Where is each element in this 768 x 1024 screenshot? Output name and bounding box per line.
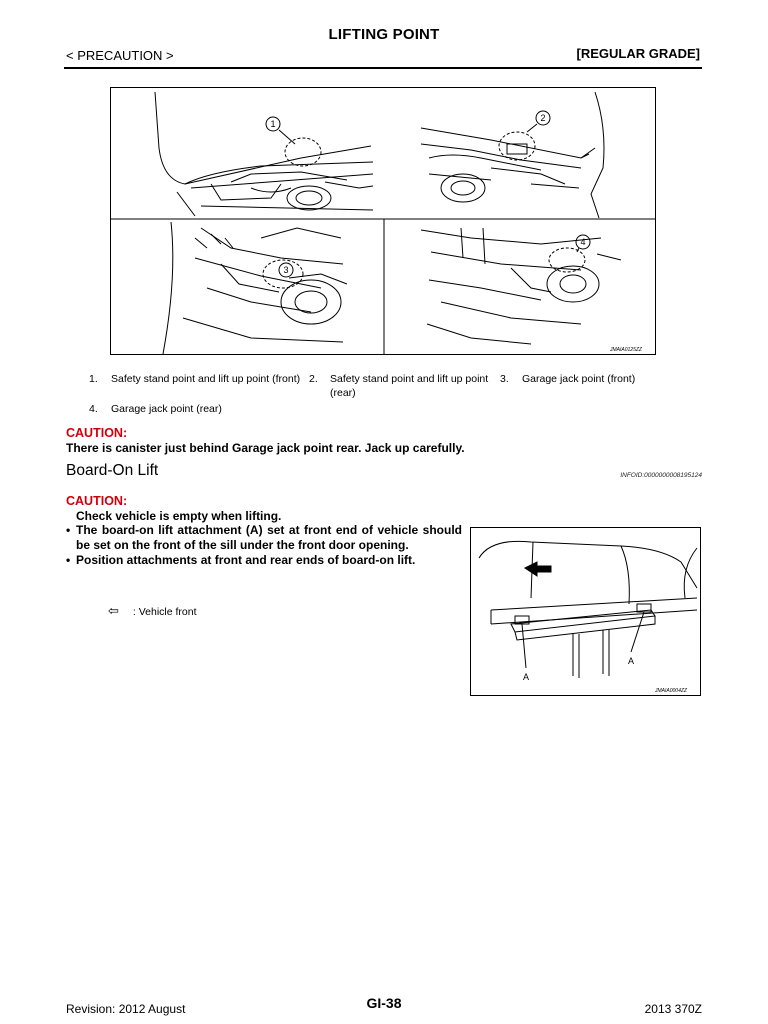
bullet-text: The board-on lift attachment (A) set at front end of vehicle should be set on the front of the sill under the front door opening.	[76, 523, 462, 552]
footer-revision: Revision: 2012 August	[66, 1002, 186, 1016]
page-title: LIFTING POINT	[328, 26, 440, 43]
callout-1: 1	[270, 119, 276, 129]
bullet-list	[66, 523, 462, 568]
legend-text-2: Safety stand point and lift up point (rear)	[330, 373, 489, 399]
legend-num-3: 3.	[500, 373, 509, 385]
bullet-dot: •	[66, 523, 71, 537]
vehicle-front-label: : Vehicle front	[132, 606, 197, 618]
legend-num-1: 1.	[89, 373, 98, 385]
lifting-points-drawing	[111, 88, 655, 354]
footer-model: 2013 370Z	[644, 1002, 702, 1016]
list-item	[66, 523, 462, 553]
legend-text-1: Safety stand point and lift up point (front)	[111, 373, 301, 385]
arrow-left-icon: ⇦	[108, 603, 119, 618]
section-heading: Board-On Lift	[66, 462, 159, 479]
page-number: GI-38	[366, 995, 402, 1011]
figure-code-2: JMAIA0004ZZ	[655, 688, 687, 694]
callout-4: 4	[580, 237, 586, 247]
board-on-lift-drawing	[471, 528, 700, 695]
caution-text: There is canister just behind Garage jack point rear. Jack up carefully.	[66, 441, 465, 455]
legend-text-4: Garage jack point (rear)	[111, 403, 222, 415]
attachment-label-a-2: A	[627, 656, 635, 666]
legend-num-2: 2.	[309, 373, 318, 385]
caution-lead: Check vehicle is empty when lifting.	[76, 509, 282, 523]
bullet-text: Position attachments at front and rear ends of board-on lift.	[76, 553, 416, 567]
figure-code: JMAIA0125ZZ	[610, 347, 642, 353]
board-on-lift-figure	[470, 527, 701, 696]
callout-3: 3	[283, 265, 289, 275]
callout-2: 2	[540, 113, 546, 123]
header-rule	[64, 67, 702, 69]
legend-text-3: Garage jack point (front)	[522, 373, 636, 385]
grade-label: [REGULAR GRADE]	[576, 46, 700, 61]
vehicle-front-legend	[108, 603, 197, 619]
legend-num-4: 4.	[89, 403, 98, 415]
list-item	[66, 553, 462, 568]
info-id: INFOID:0000000008195124	[620, 472, 702, 479]
bullet-dot: •	[66, 553, 71, 567]
section-label: < PRECAUTION >	[66, 48, 174, 63]
caution-label-2: CAUTION:	[66, 494, 128, 508]
lifting-points-figure	[110, 87, 656, 355]
caution-label: CAUTION:	[66, 426, 128, 440]
attachment-label-a: A	[522, 672, 530, 682]
